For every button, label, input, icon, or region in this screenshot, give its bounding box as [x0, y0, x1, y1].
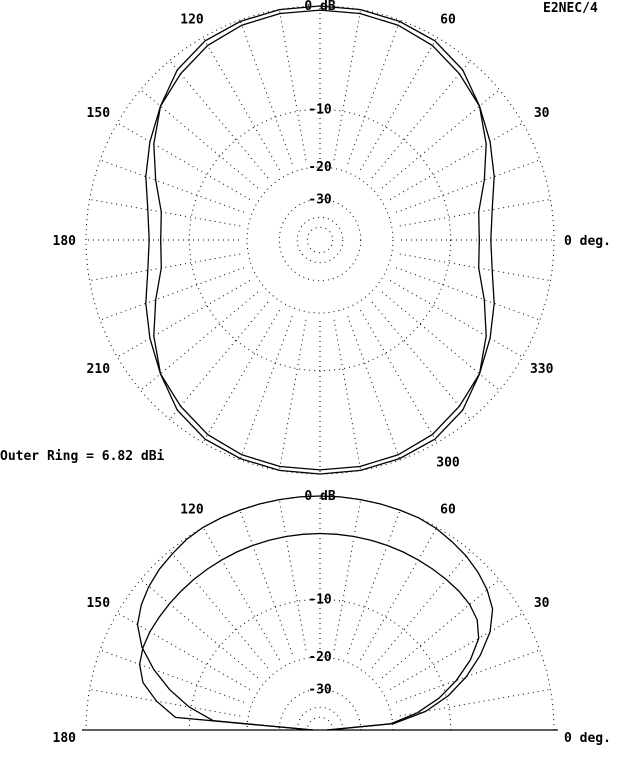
- az-spoke-260: [279, 320, 306, 471]
- el-spoke-110: [240, 510, 292, 654]
- az-ring-3: [279, 199, 360, 280]
- az-spoke-190: [90, 254, 241, 281]
- el-ring-label-1: -10: [308, 592, 332, 608]
- az-spoke-250: [240, 316, 292, 460]
- el-spoke-130: [170, 551, 268, 668]
- el-ring-label-3: -30: [308, 682, 332, 698]
- az-spoke-40: [382, 90, 499, 188]
- el-spoke-30: [390, 613, 522, 689]
- el-spoke-20: [396, 650, 540, 702]
- az-spoke-340: [396, 268, 540, 320]
- az-spoke-50: [372, 61, 470, 178]
- az-spoke-110: [240, 20, 292, 164]
- elevation-pattern-plot: [53, 489, 611, 746]
- az-ring-label-2: -20: [308, 160, 332, 176]
- az-spoke-240: [203, 310, 279, 442]
- az-spoke-100: [279, 10, 306, 161]
- az-ring-label-1: -10: [308, 102, 332, 118]
- az-spoke-330: [390, 281, 522, 357]
- el-spoke-60: [361, 527, 437, 659]
- el-spoke-100: [279, 500, 306, 651]
- az-spoke-120: [203, 37, 279, 169]
- az-ring-2: [247, 167, 393, 313]
- az-angle-label-30: 30: [533, 106, 550, 121]
- el-series-1-trace: [140, 534, 479, 731]
- el-spoke-160: [100, 650, 244, 702]
- az-spoke-140: [141, 90, 258, 188]
- az-spoke-200: [100, 268, 244, 320]
- az-angle-label-120: 120: [180, 12, 204, 28]
- el-spoke-120: [203, 527, 279, 659]
- az-ring-label-3: -30: [308, 192, 332, 208]
- az-spoke-20: [396, 160, 540, 212]
- az-angle-label-180: 180: [52, 234, 76, 249]
- az-spoke-220: [141, 292, 258, 390]
- az-angle-label-210: 210: [86, 362, 111, 377]
- el-angle-label-180: 180: [52, 731, 76, 746]
- el-angle-label-30: 30: [533, 596, 550, 611]
- outer-ring-label: Outer Ring = 6.82 dBi: [0, 449, 165, 464]
- el-ring-label-0: 0 dB: [304, 489, 336, 504]
- az-spoke-70: [348, 20, 400, 164]
- az-spoke-60: [361, 37, 437, 169]
- el-ring-5: [307, 717, 332, 730]
- az-spoke-350: [400, 254, 551, 281]
- az-spoke-80: [334, 10, 361, 161]
- az-spoke-10: [400, 199, 551, 226]
- el-angle-label-0: 0 deg.: [564, 731, 611, 746]
- az-spoke-30: [390, 123, 522, 199]
- az-angle-label-300: 300: [436, 455, 460, 471]
- el-angle-label-120: 120: [180, 502, 204, 518]
- az-angle-label-150: 150: [86, 106, 111, 121]
- az-spoke-130: [170, 61, 268, 178]
- az-spoke-170: [90, 199, 241, 226]
- el-ring-label-2: -20: [308, 650, 332, 666]
- el-spoke-50: [372, 551, 470, 668]
- el-spoke-80: [334, 500, 361, 651]
- az-spoke-210: [117, 281, 249, 357]
- az-spoke-160: [100, 160, 244, 212]
- az-angle-label-60: 60: [440, 12, 456, 28]
- program-label: E2NEC/4: [543, 1, 598, 16]
- el-spoke-170: [90, 689, 241, 716]
- az-spoke-150: [117, 123, 249, 199]
- az-angle-label-330: 330: [529, 362, 554, 377]
- az-spoke-280: [334, 320, 361, 471]
- azimuth-pattern-plot: [53, 0, 611, 474]
- az-ring-4: [297, 217, 343, 263]
- el-spoke-40: [382, 580, 499, 678]
- az-spoke-310: [372, 302, 470, 419]
- az-ring-label-0: 0 dB: [304, 0, 336, 14]
- az-ring-0: [86, 6, 554, 474]
- az-spoke-230: [170, 302, 268, 419]
- el-angle-label-60: 60: [440, 502, 456, 518]
- el-spoke-140: [141, 580, 258, 678]
- el-spoke-70: [348, 510, 400, 654]
- az-spoke-320: [382, 292, 499, 390]
- az-angle-label-0: 0 deg.: [564, 234, 611, 249]
- el-ring-4: [297, 707, 343, 730]
- az-spoke-290: [348, 316, 400, 460]
- az-ring-5: [307, 227, 332, 252]
- el-angle-label-150: 150: [86, 596, 111, 611]
- az-spoke-300: [361, 310, 437, 442]
